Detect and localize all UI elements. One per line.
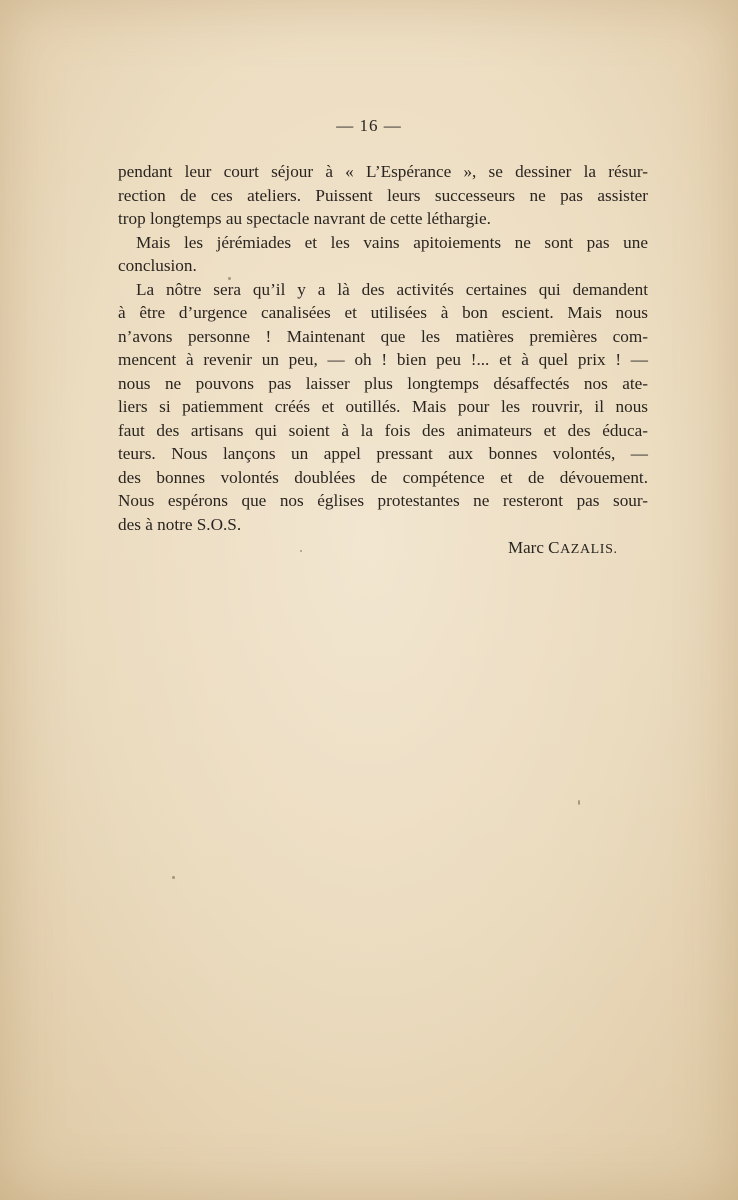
paper-speck — [300, 550, 302, 552]
page-number: — 16 — — [336, 116, 402, 135]
text-line: à être d’urgence canalisées et utilisées à bon escient. Mais nous — [118, 303, 648, 322]
paragraph — [118, 231, 648, 278]
author-first-name: Marc — [508, 538, 544, 557]
text-line: rection de ces ateliers. Puissent leurs successeurs ne pas assister — [118, 185, 648, 205]
paper-speck — [578, 800, 580, 805]
text-line: faut des artisans qui soient à la fois des animateurs et des éduca- — [118, 420, 648, 440]
body-text — [118, 160, 648, 536]
text-line: pendant leur court séjour à « L’Espérance », se dessiner la résur- — [118, 162, 648, 181]
paper-speck — [172, 876, 175, 879]
text-line: des bonnes volontés doublées de compétence et de dévouement. — [118, 467, 648, 487]
paragraph — [118, 278, 648, 537]
text-line: n’avons personne ! Maintenant que les matières premières com- — [118, 326, 648, 346]
text-line: trop longtemps au spectacle navrant de cette léthargie. — [118, 209, 491, 228]
text-line: des à notre S.O.S. — [118, 514, 242, 534]
text-line: Nous espérons que nos églises protestantes ne resteront pas sour- — [118, 491, 648, 510]
text-line: mencent à revenir un peu, — oh ! bien peu !... et à quel prix ! — — [118, 350, 648, 369]
text-line: La nôtre sera qu’il y a là des activités certaines qui demandent — [136, 279, 648, 299]
author-last-name: CAZALIS. — [548, 538, 618, 557]
author-signature — [508, 538, 618, 558]
text-line: Mais les jérémiades et les vains apitoiements ne sont pas une — [136, 232, 648, 252]
paragraph — [118, 160, 648, 231]
text-line: conclusion. — [118, 256, 197, 275]
text-line: nous ne pouvons pas laisser plus longtemps désaffectés nos ate- — [118, 373, 648, 393]
text-line: teurs. Nous lançons un appel pressant aux bonnes volontés, — — [118, 444, 648, 463]
text-line: liers si patiemment créés et outillés. Mais pour les rouvrir, il nous — [118, 397, 648, 416]
